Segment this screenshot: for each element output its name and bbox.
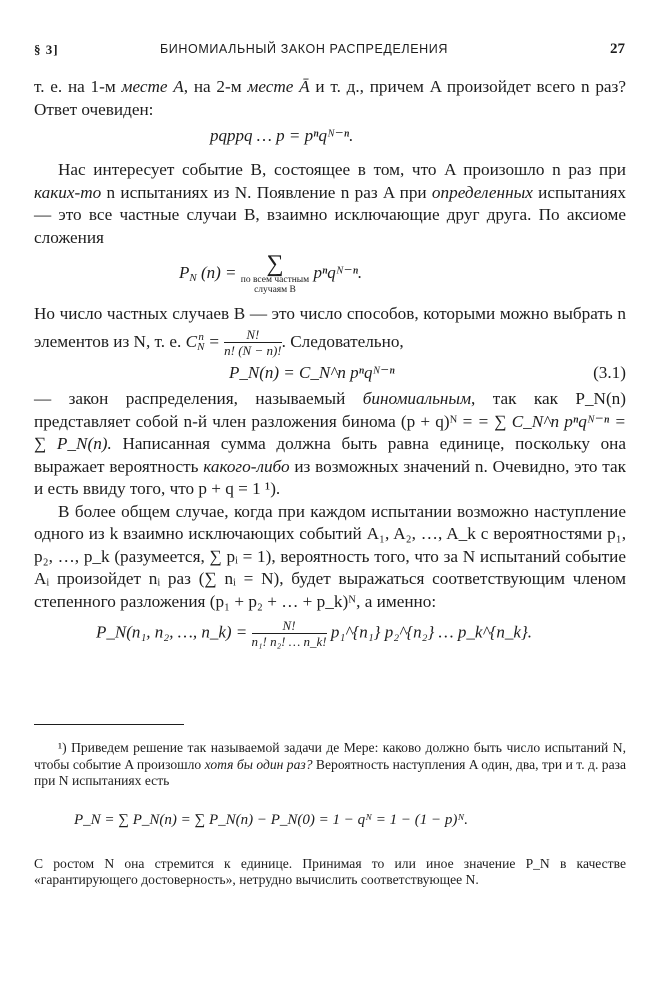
page-number: 27 <box>610 41 625 57</box>
fraction-multinomial: $\frac{N!}{\text{n₁! n₂! … n\_k!}}$ <box>251 618 327 649</box>
formula-2: $P_N$ (n) = ∑ по всем частным случаям B pⁿqᴺ⁻ⁿ. <box>179 251 363 295</box>
paragraph-5: В более общем случае, когда при каждом испытании возможно наступление одного из k взаимно исключающих событий A₁, A₂, …, A_k с вероятностями p₁, p₂, …, p_k (разумеется, ∑ pᵢ = 1), вероятность того, что за N испытаний событие Aᵢ произойдет nᵢ раз (∑ nᵢ = N), будет выражаться соответствующим членом степенного разложения (p₁ + p₂ + … + p_k)ᴺ, а именно: <box>34 501 626 611</box>
fraction-binomial: $\frac{N!}{n! (N - n)!}$ <box>224 327 282 359</box>
footnote-formula: P_N = ∑ P_N(n) = ∑ P_N(n) − P_N(0) = 1 − qᴺ = 1 − (1 − p)ᴺ. <box>74 811 469 828</box>
main-text <box>34 76 626 649</box>
paragraph-2: Нас интересует событие B, состоящее в том, что A произошло n раз при каких-то n испытаниях из N. Появление n раз A при определенных испытаниях — это все частные случаи B, взаимно исключающие друг друга. По аксиоме сложения <box>34 160 626 247</box>
running-title: БИНОМИАЛЬНЫЙ ЗАКОН РАСПРЕДЕЛЕНИЯ <box>160 42 448 56</box>
equation-number: (3.1) <box>593 363 626 382</box>
footnote-conclusion: С ростом N она стремится к единице. Принимая то или иное значение P_N в качестве «гарантирующего достоверность», нетрудно вычислить соответствующее N. <box>34 855 626 887</box>
section-marker: § 3] <box>34 42 59 57</box>
footnote-text: ¹) Приведем решение так называемой задачи де Мере: каково должно быть число испытаний N, чтобы событие A произошло хотя бы один раз? Вероятность наступления A один, два, три и т. д. раза при N испытаниях есть <box>34 740 627 788</box>
formula-1: pqppq … p = pⁿqᴺ⁻ⁿ. <box>210 126 354 145</box>
paragraph-3: Но число частных случаев B — это число способов, которыми можно выбрать n элементов из N, т. е. $C_N^n$ = $\frac{N!}{n! (N - n)!}$ . Следовательно, <box>34 304 626 359</box>
formula-multinomial: P_N(n₁, n₂, …, n_k) = $\frac{N!}{\text{n₁! n₂! … n\_k!}}$ p₁^{n₁} p₂^{n₂} … p_k^{n_k}. <box>96 618 533 649</box>
footnote <box>34 740 626 889</box>
formula-3-1: P_N(n) = C_N^n pⁿqᴺ⁻ⁿ (3.1) <box>34 358 626 388</box>
paragraph-4: — закон распределения, называемый биномиальным, так как P_N(n) представляет собой n-й член разложения бинома (p + q)ᴺ = = ∑ C_N^n pⁿqᴺ⁻ⁿ = ∑ P_N(n). Написанная сумма должна быть равна единице, поскольку она выражает вероятность какого-либо из возможных значений n. Очевидно, это так и есть ввиду того, что p + q = 1 ¹). <box>34 389 626 498</box>
sum-sign: ∑ по всем частным случаям B <box>240 251 310 295</box>
footnote-divider <box>34 724 184 725</box>
paragraph-1: т. е. на 1-м месте A, на 2-м месте Ā и т. д., причем A произойдет всего n раз? Ответ очевиден: <box>34 77 626 119</box>
